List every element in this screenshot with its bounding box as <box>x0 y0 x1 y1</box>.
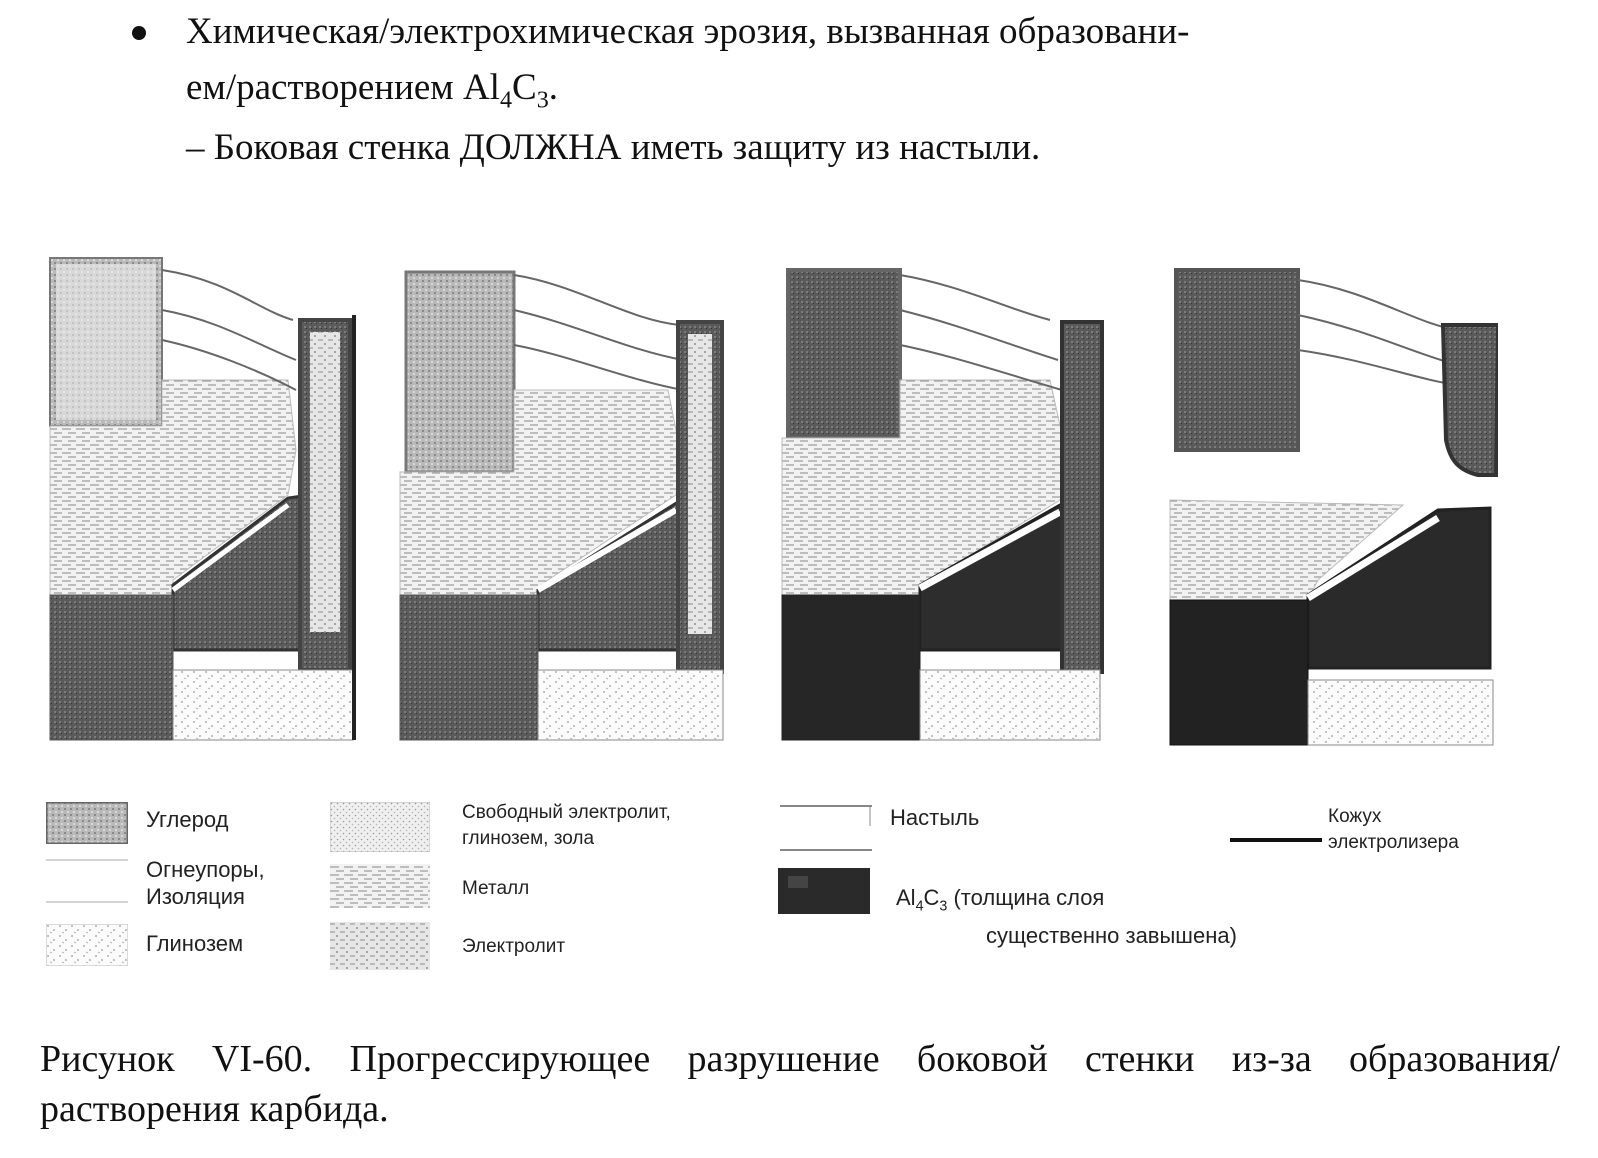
legend-label-ledge: Настыль <box>890 805 980 830</box>
legend-swatch-refractory <box>46 856 128 898</box>
legend-label-free-electrolyte: Свободный электролит, глинозем, зола <box>462 802 671 849</box>
bullet-line-1: Химическая/электрохимическая эрозия, вызванная образовани- <box>186 11 1190 52</box>
bullet-item <box>130 4 1550 116</box>
cross-section-drawing-2 <box>398 250 728 750</box>
legend-label-refractory: Огнеупоры, Изоляция <box>146 857 265 909</box>
legend-label-electrolyte: Электролит <box>462 936 566 957</box>
legend-label-al4c3: $Al_4C_3$ (толщина слоя <box>896 885 1105 915</box>
legend-label-metal: Металл <box>462 878 530 899</box>
legend-swatch-metal <box>330 864 412 906</box>
bullet-dot-icon <box>132 26 146 40</box>
legend-label-alumina: Глинозем <box>146 931 244 956</box>
cross-section-drawing-1 <box>48 250 378 750</box>
cross-section-panel-4 <box>1168 250 1498 750</box>
legend-label-al4c3-note: существенно завышена) <box>986 923 1237 948</box>
bullet-block <box>130 4 1550 176</box>
legend-swatch-electrolyte <box>330 922 412 964</box>
cross-section-drawing-3 <box>780 250 1110 750</box>
legend-label-shell: Кожух электролизера <box>1328 806 1459 853</box>
cross-section-panel-2 <box>398 250 728 750</box>
legend-swatch-shell <box>1230 832 1322 842</box>
legend-swatch-free-electrolyte <box>330 802 412 844</box>
legend-swatch-carbon <box>46 802 128 844</box>
legend-swatch-al4c3 <box>778 868 870 914</box>
cell-cross-sections <box>0 250 1598 770</box>
bullet-line-2: ем/растворением $Al_4C_3$. <box>186 67 558 114</box>
legend-swatch-ledge <box>780 802 862 844</box>
legend <box>0 796 1598 986</box>
figure-caption: Рисунок VI-60. Прогрессирующее разрушение боковой стенки из-за образования/растворения карбида. <box>40 1038 1560 1130</box>
cross-section-panel-3 <box>780 250 1110 750</box>
bullet-subline: – Боковая стенка ДОЛЖНА иметь защиту из настыли. <box>186 127 1041 168</box>
legend-swatch-alumina <box>46 924 128 966</box>
cross-section-panel-1 <box>48 250 378 750</box>
cross-section-drawing-4 <box>1168 250 1498 750</box>
legend-label-carbon: Углерод <box>146 807 229 832</box>
